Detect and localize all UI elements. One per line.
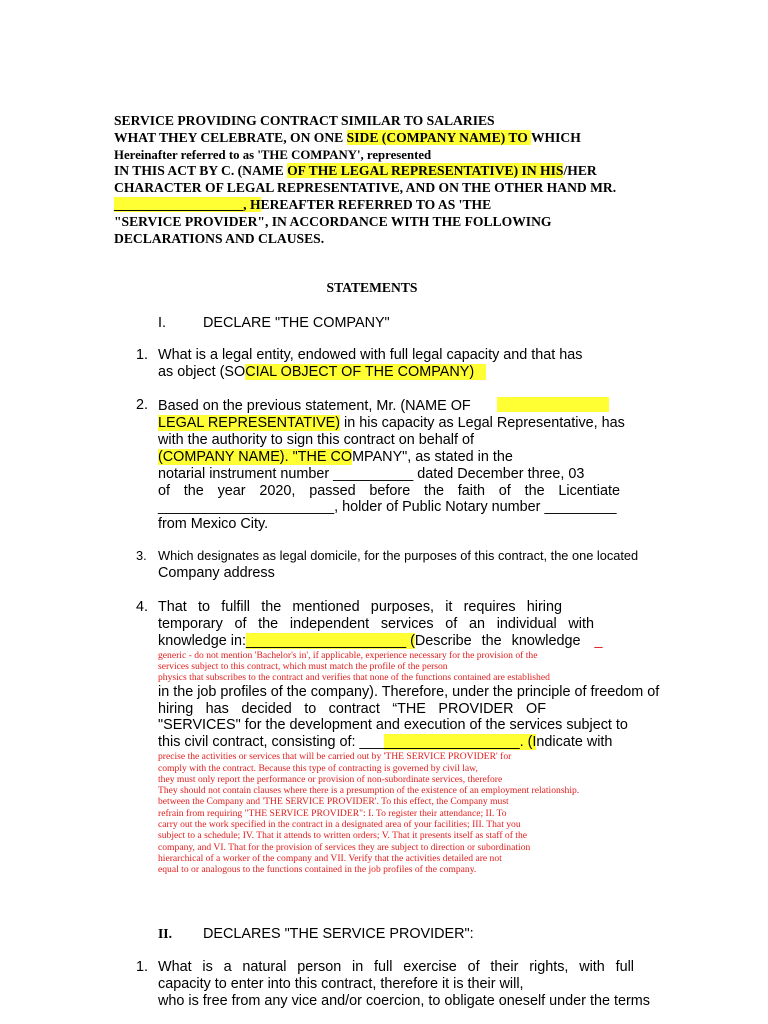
blank-field-highlight [497, 397, 609, 412]
title-line-6: ___________________, HEREAFTER REFERRED TO AS 'THE [114, 196, 492, 212]
title-line-8: DECLARATIONS AND CLAUSES. [114, 230, 325, 246]
statements-heading: STATEMENTS [326, 280, 418, 295]
title-line-4: IN THIS ACT BY C. (NAME OF THE LEGAL REPRESENTATIVE) IN HIS/HER [114, 163, 597, 179]
title-line-5: CHARACTER OF LEGAL REPRESENTATIVE, AND ON THE OTHER HAND MR. [114, 180, 617, 196]
title-line-7: "SERVICE PROVIDER", IN ACCORDANCE WITH THE FOLLOWING [114, 213, 552, 229]
title-line-1: SERVICE PROVIDING CONTRACT SIMILAR TO SALARIES [114, 113, 495, 128]
contract-title [114, 113, 676, 247]
title-line-2: WHAT THEY CELEBRATE, ON ONE SIDE (COMPANY NAME) TO WHICH [114, 129, 581, 145]
title-line-3: Hereinafter referred to as 'THE COMPANY', represented [114, 147, 432, 162]
